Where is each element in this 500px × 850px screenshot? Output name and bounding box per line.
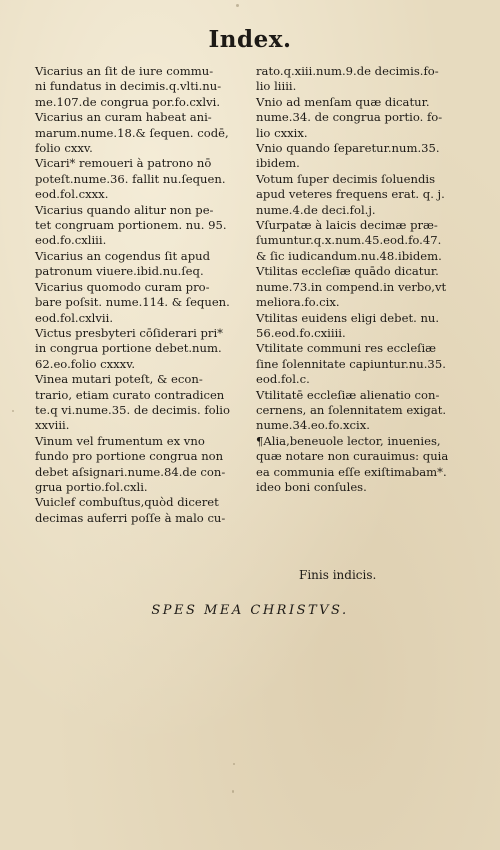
index-line: fundo pro portione congrua non <box>35 449 224 464</box>
paper-speck <box>233 763 235 765</box>
index-column-right <box>256 64 468 495</box>
index-line: ſumuntur.q.x.num.45.eod.fo.47. <box>256 233 442 248</box>
paper-speck <box>232 790 234 793</box>
index-line: decimas auferri poſſe à malo cu- <box>35 510 226 525</box>
index-line: ni fundatus in decimis.q.vlti.nu- <box>35 79 222 94</box>
index-line: ibidem. <box>256 156 300 171</box>
index-line: 56.eod.fo.cxiiii. <box>256 325 346 340</box>
index-line: Vinea mutari poteſt, & econ- <box>35 372 203 387</box>
index-line: Vtilitate communi res eccleſiæ <box>256 341 437 356</box>
index-line: & ſic iudicandum.nu.48.ibidem. <box>256 248 442 263</box>
index-line: Vicari* remoueri à patrono nō <box>35 156 212 171</box>
index-line: nume.4.de deci.fol.j. <box>256 202 376 217</box>
index-line: ea communia eſſe exiſtimabam*. <box>256 464 447 479</box>
index-line: nume.34.eo.fo.xcix. <box>256 418 370 433</box>
index-line: lio cxxix. <box>256 125 308 140</box>
index-line: tet congruam portionem. nu. 95. <box>35 218 227 233</box>
index-line: cernens, an ſolennitatem exigat. <box>256 402 447 417</box>
index-line: eod.fo.cxliii. <box>35 233 107 248</box>
finis-indicis: Finis indicis. <box>299 568 377 582</box>
index-line: te.q vi.nume.35. de decimis. folio <box>35 402 230 417</box>
index-line: eod.fol.c. <box>256 372 310 387</box>
index-line: Vſurpatæ à laicis decimæ præ- <box>256 218 438 233</box>
index-line: Votum ſuper decimis ſoluendis <box>256 171 436 186</box>
paper-speck <box>236 4 239 7</box>
index-line: Vnio ad menſam quæ dicatur. <box>256 94 430 109</box>
index-line: xxviii. <box>35 418 70 433</box>
index-line: folio cxxv. <box>35 141 93 156</box>
index-line: Vicarius quomodo curam pro- <box>35 279 210 294</box>
index-line: Vtilitas euidens eligi debet. nu. <box>256 310 440 325</box>
index-line: Vinum vel frumentum ex vno <box>35 433 205 448</box>
index-line: nume.73.in compend.in verbo,vt <box>256 279 447 294</box>
index-line: grua portio.fol.cxli. <box>35 479 148 494</box>
index-line: patronum viuere.ibid.nu.ſeq. <box>35 264 204 279</box>
index-line: Vuiclef combuſtus,quòd diceret <box>35 495 219 510</box>
index-line: bare poſsit. nume.114. & ſequen. <box>35 295 230 310</box>
index-column-left <box>35 64 247 526</box>
index-line: rato.q.xiii.num.9.de decimis.fo- <box>256 64 439 78</box>
index-line: Vtilitas eccleſiæ quādo dicatur. <box>256 264 439 279</box>
index-line: quæ notare non curauimus: quia <box>256 449 449 464</box>
index-line: meliora.fo.cix. <box>256 295 340 310</box>
paper-speck <box>12 410 14 412</box>
index-line: apud veteres frequens erat. q. j. <box>256 187 445 202</box>
index-line: Vicarius an ſit de iure commu- <box>35 64 214 78</box>
index-line: eod.fol.cxxx. <box>35 187 109 202</box>
motto: SPES MEA CHRISTVS. <box>151 603 349 618</box>
index-line: nume.34. de congrua portio. fo- <box>256 110 443 125</box>
index-line: lio liiii. <box>256 79 297 94</box>
index-line: Victus presbyteri cōſiderari pri* <box>35 325 223 340</box>
index-line: eod.fol.cxlvii. <box>35 310 114 325</box>
index-line: in congrua portione debet.num. <box>35 341 222 356</box>
index-line: Vtilitatē eccleſiæ alienatio con- <box>256 387 440 402</box>
index-line: Vicarius quando alitur non pe- <box>35 202 214 217</box>
index-line: Vnio quando ſeparetur.num.35. <box>256 141 440 156</box>
index-line: me.107.de congrua por.fo.cxlvi. <box>35 94 221 109</box>
page-title: Index. <box>208 26 292 53</box>
index-line: ſine ſolennitate capiuntur.nu.35. <box>256 356 446 371</box>
index-line: ideo boni conſules. <box>256 479 367 494</box>
index-line: Vicarius an cogendus ſit apud <box>35 248 211 263</box>
index-line: 62.eo.folio cxxxv. <box>35 356 136 371</box>
index-line: debet aſsignari.nume.84.de con- <box>35 464 226 479</box>
index-line: Vicarius an curam habeat ani- <box>35 110 212 125</box>
index-line: trario, etiam curato contradicen <box>35 387 225 402</box>
index-line: poteſt.nume.36. fallit nu.ſequen. <box>35 171 226 186</box>
index-line: marum.nume.18.& ſequen. codē, <box>35 125 229 140</box>
index-line: ¶Alia,beneuole lector, inuenies, <box>256 433 441 448</box>
